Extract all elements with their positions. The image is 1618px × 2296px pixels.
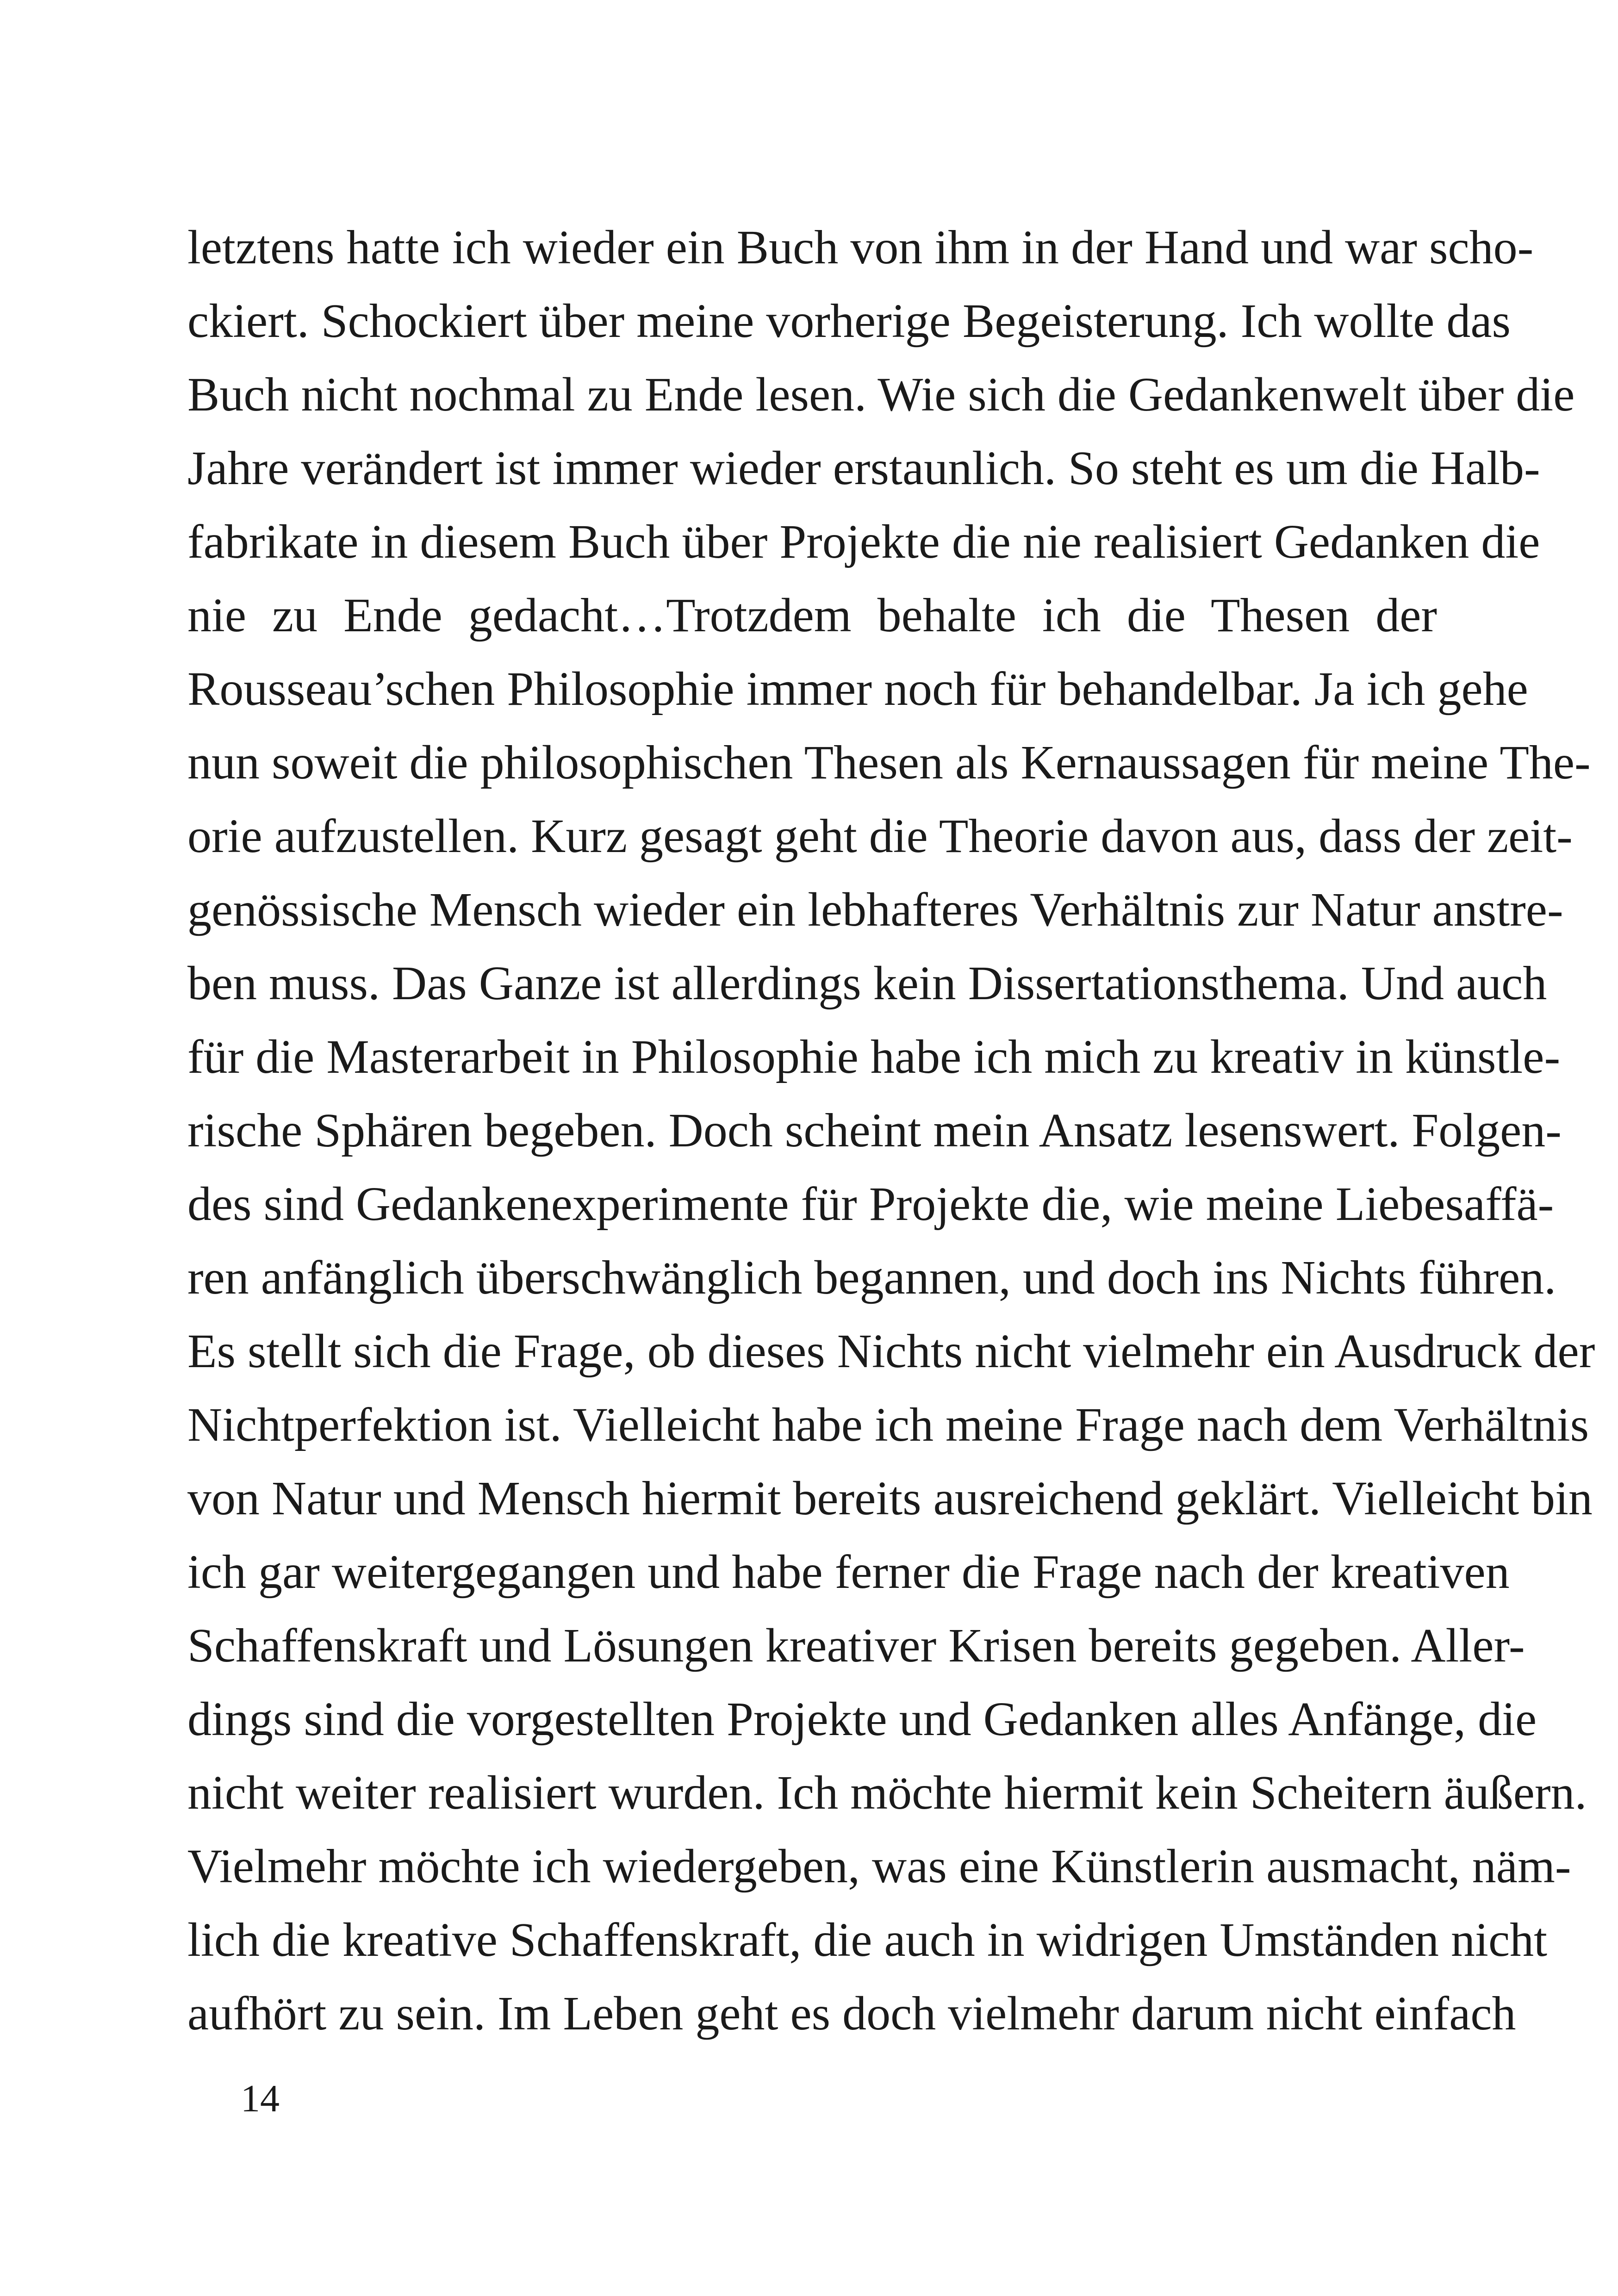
text-line-15: ren anfänglich überschwänglich begannen, und doch ins Nichts führen. [187, 1251, 1556, 1304]
text-line-3: Buch nicht nochmal zu Ende lesen. Wie sich die Gedankenwelt über die [187, 368, 1575, 421]
text-line-8: nun soweit die philosophischen Thesen als Kernaussagen für meine The- [187, 736, 1591, 789]
text-line-11: ben muss. Das Ganze ist allerdings kein Dissertationsthema. Und auch [187, 957, 1547, 1010]
text-line-21: dings sind die vorgestellten Projekte und Gedanken alles Anfänge, die [187, 1692, 1537, 1746]
text-line-23: Vielmehr möchte ich wiedergeben, was eine Künstlerin ausmacht, näm- [187, 1840, 1571, 1893]
text-line-10: genössische Mensch wieder ein lebhafteres Verhältnis zur Natur anstre- [187, 883, 1563, 936]
text-line-13: rische Sphären begeben. Doch scheint mein Ansatz lesenswert. Folgen- [187, 1104, 1562, 1157]
text-line-7: Rousseau’schen Philosophie immer noch für behandelbar. Ja ich gehe [187, 662, 1528, 716]
text-line-9: orie aufzustellen. Kurz gesagt geht die Theorie davon aus, dass der zeit- [187, 809, 1573, 863]
text-line-25: aufhört zu sein. Im Leben geht es doch vielmehr darum nicht einfach [187, 1987, 1516, 2040]
text-line-2: ckiert. Schockiert über meine vorherige Begeisterung. Ich wollte das [187, 294, 1511, 348]
text-line-14: des sind Gedankenexperimente für Projekte die, wie meine Liebesaffä- [187, 1177, 1554, 1231]
text-line-17: Nichtperfektion ist. Vielleicht habe ich meine Frage nach dem Verhältnis [187, 1398, 1589, 1451]
page-number: 14 [241, 2077, 280, 2120]
text-line-16: Es stellt sich die Frage, ob dieses Nichts nicht vielmehr ein Ausdruck der [187, 1325, 1595, 1378]
text-line-6: nie zu Ende gedacht…Trotzdem behalte ich die Thesen der [187, 589, 1437, 642]
text-line-20: Schaffenskraft und Lösungen kreativer Krisen bereits gegeben. Aller- [187, 1619, 1525, 1672]
text-line-24: lich die kreative Schaffenskraft, die auch in widrigen Umständen nicht [187, 1913, 1547, 1966]
body-text [187, 211, 1595, 2050]
text-line-5: fabrikate in diesem Buch über Projekte die nie realisiert Gedanken die [187, 515, 1540, 568]
text-line-19: ich gar weitergegangen und habe ferner die Frage nach der kreativen [187, 1545, 1510, 1599]
text-line-4: Jahre verändert ist immer wieder erstaunlich. So steht es um die Halb- [187, 442, 1540, 495]
text-line-12: für die Masterarbeit in Philosophie habe ich mich zu kreativ in künstle- [187, 1030, 1561, 1083]
text-line-18: von Natur und Mensch hiermit bereits ausreichend geklärt. Vielleicht bin [187, 1472, 1593, 1525]
text-line-22: nicht weiter realisiert wurden. Ich möchte hiermit kein Scheitern äußern. [187, 1766, 1587, 1819]
text-line-1: letztens hatte ich wieder ein Buch von ihm in der Hand und war scho- [187, 221, 1534, 274]
